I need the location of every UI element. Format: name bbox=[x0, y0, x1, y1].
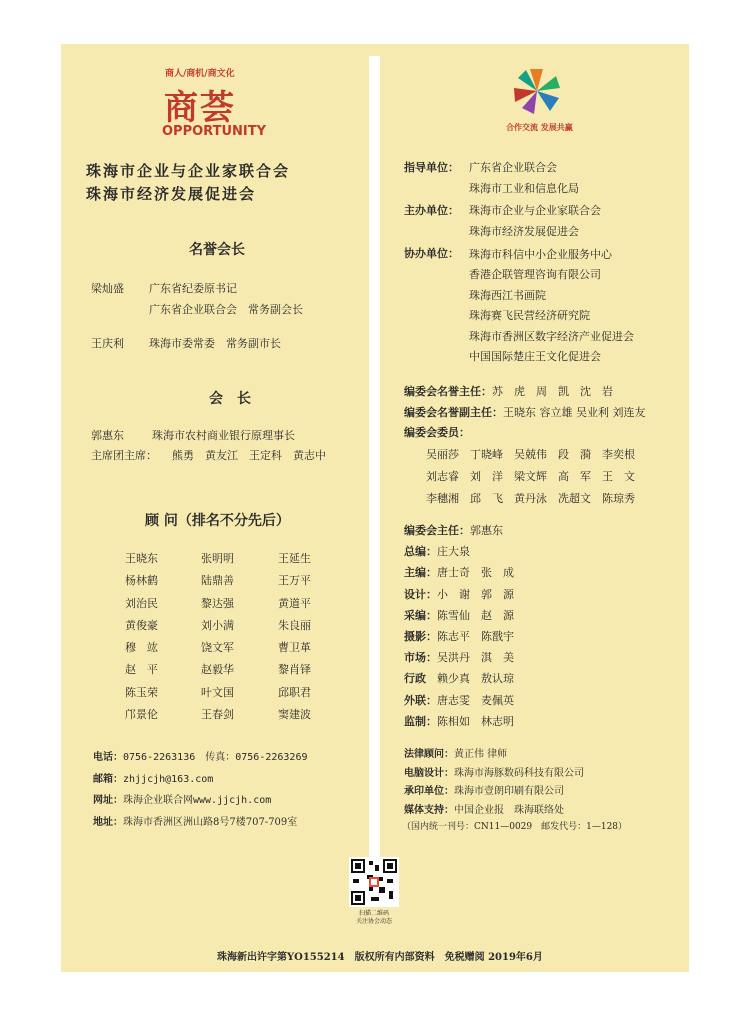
member-row: 刘志睿 刘 洋 梁文辉 高 军 王 文 bbox=[426, 470, 635, 483]
unit-line: 珠海市香洲区数字经济产业促进会 bbox=[469, 329, 634, 343]
staff-label: 市场： bbox=[404, 651, 437, 665]
editorial-names: 王晓东 容立雄 吴业利 刘连友 bbox=[503, 406, 646, 419]
staff-label: 摄影： bbox=[404, 630, 437, 644]
advisor-name: 王晓东 bbox=[125, 552, 158, 565]
contact-label: 地址： bbox=[93, 816, 123, 828]
qr-caption-line: 扫描二维码 bbox=[358, 910, 389, 917]
legal-label: 电脑设计： bbox=[404, 767, 454, 779]
unit-line: 中国国际楚庄王文化促进会 bbox=[469, 350, 601, 364]
advisor-name: 叶文国 bbox=[201, 685, 234, 699]
staff-value: 陈雪仙 赵 源 bbox=[437, 608, 514, 622]
advisor-name: 窦建波 bbox=[278, 708, 311, 722]
staff-label: 监制： bbox=[404, 714, 437, 728]
legal-value: 中国企业报 珠海联络处 bbox=[454, 804, 564, 816]
advisor-name: 穆 竑 bbox=[125, 641, 158, 655]
advisor-name: 王万平 bbox=[278, 574, 311, 588]
unit-line: 广东省企业联合会 bbox=[469, 161, 557, 174]
contact-value[interactable]: zhjjcjh@163.com bbox=[123, 773, 214, 785]
contact-value: 珠海市香洲区洲山路8号7楼707-709室 bbox=[123, 816, 298, 828]
honorary-role: 广东省纪委原书记 bbox=[149, 282, 237, 295]
unit-line: 珠海西江书画院 bbox=[469, 288, 546, 302]
logo-english: OPPORTUNITY bbox=[162, 124, 267, 139]
legal-block bbox=[404, 746, 584, 820]
honorary-name: 梁灿盛 bbox=[91, 282, 124, 295]
contact-label: 邮箱： bbox=[93, 773, 123, 785]
footer-license: 珠海新出许字第YO155214 版权所有内部资料 免税赠阅 2019年6月 bbox=[217, 952, 543, 963]
staff-value: 小 谢 郭 源 bbox=[437, 587, 514, 601]
unit-line: 珠海市企业与企业家联合会 bbox=[469, 204, 601, 217]
qr-caption bbox=[352, 910, 396, 926]
presidium-names: 熊勇 黄友江 王定科 黄志中 bbox=[172, 449, 326, 462]
staff-label: 外联： bbox=[404, 693, 437, 707]
president-name: 郭惠东 bbox=[91, 429, 124, 442]
advisor-name: 黄俊豪 bbox=[125, 618, 158, 632]
shanghui-logo: 商荟 bbox=[164, 88, 236, 128]
advisor-name: 赵毅华 bbox=[201, 663, 234, 677]
advisor-name: 陆鼎善 bbox=[201, 574, 234, 588]
advisor-name: 邱职君 bbox=[278, 685, 311, 699]
staff-value: 陈志平 陈戬宇 bbox=[437, 630, 514, 644]
advisor-name: 陈玉荣 bbox=[125, 685, 158, 699]
unit-label: 协办单位： bbox=[404, 247, 459, 260]
editorial-label: 编委会委员： bbox=[404, 426, 470, 439]
staff-value: 郭惠东 bbox=[470, 524, 503, 537]
member-row: 李穗湘 邱 飞 黄丹泳 冼超文 陈琼秀 bbox=[426, 492, 635, 505]
staff-label: 行政 bbox=[404, 672, 437, 686]
presidium-label: 主席团主席： bbox=[91, 449, 157, 462]
advisor-name: 刘治民 bbox=[125, 596, 158, 610]
org-title-1: 珠海市企业与企业家联合会 bbox=[86, 162, 291, 180]
qr-code-icon[interactable] bbox=[349, 857, 399, 907]
advisor-name: 饶文军 bbox=[201, 641, 234, 655]
contact-value: 0756-2263136 传真：0756-2263269 bbox=[123, 752, 308, 763]
president-heading: 会 长 bbox=[209, 391, 251, 407]
unit-line: 珠海市工业和信息化局 bbox=[469, 182, 579, 195]
contact-block bbox=[93, 746, 308, 832]
advisor-name: 黎肖铎 bbox=[278, 663, 311, 677]
staff-value: 赖少真 敖认琼 bbox=[437, 672, 514, 686]
staff-label: 编委会主任： bbox=[404, 524, 470, 537]
advisor-name: 张明明 bbox=[201, 552, 234, 565]
advisor-name: 王春剑 bbox=[201, 708, 234, 722]
advisor-name: 赵 平 bbox=[125, 663, 158, 677]
unit-line: 珠海市经济发展促进会 bbox=[469, 225, 579, 238]
advisors-col-3 bbox=[278, 548, 311, 726]
staff-value: 庄大泉 bbox=[437, 545, 470, 559]
qr-caption-line: 关注协会动态 bbox=[355, 918, 392, 925]
pinwheel-logo-icon bbox=[512, 66, 562, 116]
legal-label: 法律顾问： bbox=[404, 749, 454, 760]
honorary-role: 广东省企业联合会 常务副会长 bbox=[149, 303, 303, 316]
staff-label: 采编： bbox=[404, 608, 437, 622]
unit-line: 珠海市科信中小企业服务中心 bbox=[469, 248, 612, 261]
contact-value[interactable]: 珠海企业联合网www.jjcjh.com bbox=[123, 795, 272, 806]
staff-label: 总编： bbox=[404, 545, 437, 559]
unit-label: 主办单位： bbox=[404, 204, 459, 217]
advisor-name: 王延生 bbox=[278, 552, 311, 565]
editorial-label: 编委会名誉主任： bbox=[404, 385, 492, 398]
logo-tagline: 商人/商机/商文化 bbox=[165, 69, 235, 79]
advisor-name: 杨林鹤 bbox=[125, 574, 158, 588]
staff-block bbox=[404, 520, 514, 732]
advisors-col-1 bbox=[125, 548, 158, 726]
center-divider bbox=[369, 56, 380, 886]
advisor-name: 黄道平 bbox=[278, 596, 311, 610]
contact-label: 网址： bbox=[93, 795, 123, 806]
advisor-name: 邝景伦 bbox=[125, 708, 158, 722]
legal-value: 珠海市壹朗印刷有限公司 bbox=[454, 786, 564, 797]
president-role: 珠海市农村商业银行原理事长 bbox=[152, 429, 295, 442]
org-title-2: 珠海市经济发展促进会 bbox=[86, 185, 257, 203]
logo-slogan: 合作交流 发展共赢 bbox=[506, 123, 573, 132]
staff-value: 唐士奇 张 成 bbox=[437, 566, 514, 580]
honorary-heading: 名誉会长 bbox=[189, 242, 245, 258]
unit-lines bbox=[469, 245, 634, 367]
unit-label: 指导单位： bbox=[404, 161, 459, 174]
legal-label: 媒体支持： bbox=[404, 804, 454, 816]
staff-value: 唐志雯 麦佩英 bbox=[437, 693, 514, 707]
unit-line: 珠海赛飞民营经济研究院 bbox=[469, 309, 590, 323]
advisor-name: 黎达强 bbox=[201, 596, 234, 610]
editorial-names: 苏 虎 周 凯 沈 岩 bbox=[492, 385, 613, 398]
legal-value: 黄正伟 律师 bbox=[454, 749, 508, 760]
unit-line: 香港企联管理咨询有限公司 bbox=[469, 268, 601, 282]
advisors-heading: 顾 问（排名不分先后） bbox=[145, 513, 290, 529]
editorial-label: 编委会名誉副主任： bbox=[404, 406, 503, 419]
staff-value: 吴洪丹 淇 美 bbox=[437, 651, 514, 665]
member-row: 吴丽莎 丁晓峰 吴兢伟 段 漪 李奕根 bbox=[426, 448, 635, 461]
staff-label: 主编： bbox=[404, 566, 437, 580]
advisor-name: 朱良丽 bbox=[278, 618, 311, 632]
honorary-name: 王庆利 bbox=[91, 337, 124, 350]
advisor-name: 曹卫革 bbox=[278, 641, 311, 655]
advisors-col-2 bbox=[201, 548, 234, 726]
legal-label: 承印单位： bbox=[404, 786, 454, 797]
contact-label: 电话： bbox=[93, 752, 123, 763]
legal-value: 珠海市海豚数码科技有限公司 bbox=[454, 767, 584, 779]
staff-value: 陈相如 林志明 bbox=[437, 714, 514, 728]
editorial-members bbox=[426, 444, 635, 510]
publication-number: （国内统一刊号：CN11—0029 邮发代号：1—128） bbox=[402, 822, 628, 832]
honorary-role: 珠海市委常委 常务副市长 bbox=[149, 337, 281, 350]
advisor-name: 刘小满 bbox=[201, 618, 234, 632]
staff-label: 设计： bbox=[404, 587, 437, 601]
